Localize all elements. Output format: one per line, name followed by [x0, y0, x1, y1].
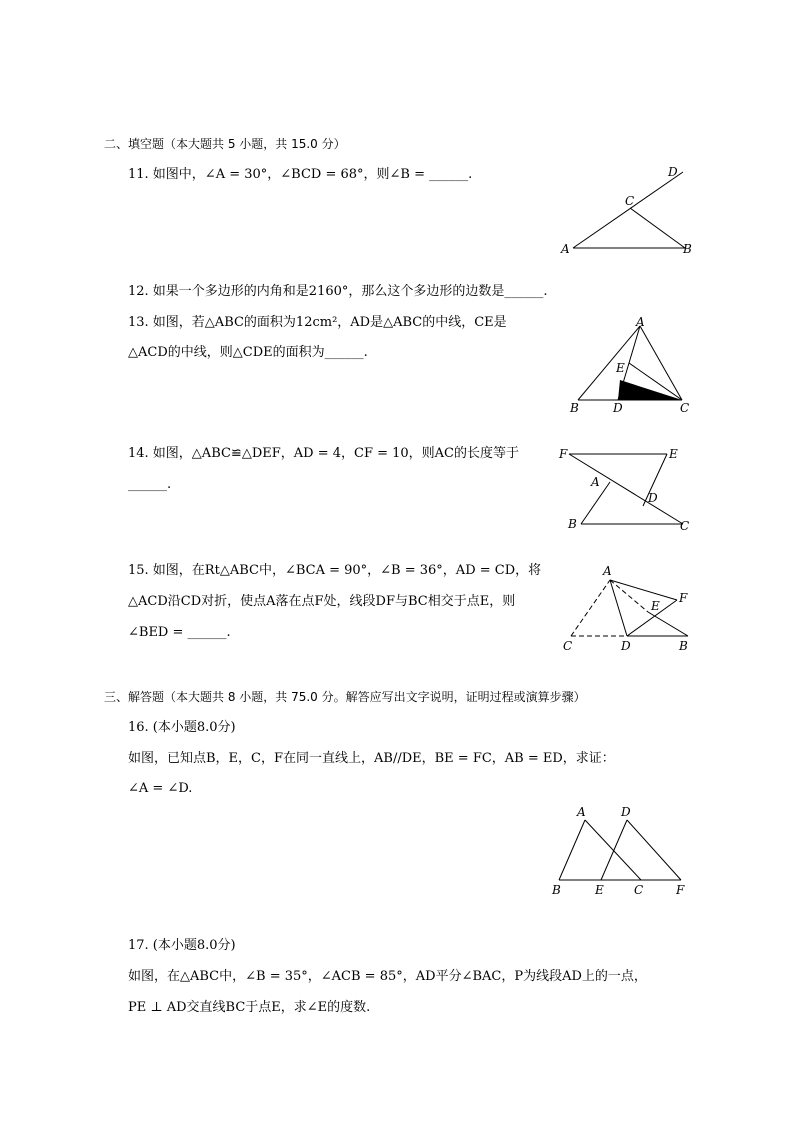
q14-congruent-triangles-figure	[555, 440, 700, 535]
question-11-text: 11. 如图中，∠A = 30°，∠BCD = 68°，则∠B = ______.	[128, 167, 473, 182]
q15-label-a: A	[603, 564, 612, 578]
q15-label-d: D	[621, 639, 631, 653]
q15-label-c: C	[563, 639, 573, 653]
section-heading-solutions: 三、解答题（本大题共 8 小题，共 75.0 分。解答应写出文字说明，证明过程或演算步骤）	[104, 690, 586, 704]
q16-label-b: B	[552, 883, 561, 897]
q16-label-d: D	[621, 805, 631, 819]
question-14-line1: 14. 如图，△ABC≌△DEF，AD = 4，CF = 10，则AC的长度等于	[128, 446, 519, 461]
q13-label-c: C	[680, 401, 690, 415]
q14-label-a: A	[591, 475, 600, 489]
q11-label-c: C	[625, 194, 635, 208]
q16-label-a: A	[577, 805, 586, 819]
q14-label-f: F	[559, 447, 568, 461]
q13-label-d: D	[613, 401, 623, 415]
question-16-line2: ∠A = ∠D.	[128, 781, 193, 796]
q13-label-a: A	[636, 315, 645, 329]
q15-fold-figure	[555, 560, 700, 655]
q11-label-b: B	[683, 242, 692, 256]
question-16-head: 16. (本小题8.0分)	[128, 720, 236, 735]
q11-label-d: D	[668, 165, 678, 179]
q13-label-b: B	[570, 401, 579, 415]
q14-label-c: C	[680, 519, 690, 533]
q16-two-triangles-figure	[545, 800, 695, 900]
question-14-line2: ______.	[128, 477, 172, 492]
question-15-line1: 15. 如图，在Rt△ABC中，∠BCA = 90°，∠B = 36°，AD = CD，将	[128, 563, 542, 578]
q15-label-f: F	[679, 591, 688, 605]
q16-label-c: C	[634, 883, 644, 897]
q15-label-b: B	[679, 639, 688, 653]
question-12-text: 12. 如果一个多边形的内角和是2160°，那么这个多边形的边数是______.	[128, 284, 548, 299]
question-13-line1: 13. 如图，若△ABC的面积为12cm²，AD是△ABC的中线，CE是	[128, 315, 507, 330]
q16-label-e: E	[595, 883, 604, 897]
question-16-line1: 如图，已知点B，E，C，F在同一直线上，AB//DE，BE = FC，AB = ED，求证：	[128, 751, 615, 766]
question-17-line1: 如图，在△ABC中，∠B = 35°，∠ACB = 85°，AD平分∠BAC，P为线段AD上的一点，	[128, 969, 647, 984]
question-15-line3: ∠BED = ______.	[128, 625, 231, 640]
q16-label-f: F	[676, 883, 685, 897]
q14-label-b: B	[568, 517, 577, 531]
section-heading-fill-in: 二、填空题（本大题共 5 小题，共 15.0 分）	[104, 137, 346, 151]
q14-label-d: D	[648, 491, 658, 505]
q11-label-a: A	[561, 242, 570, 256]
q14-label-e: E	[669, 447, 678, 461]
q13-triangle-figure	[560, 310, 700, 420]
question-17-head: 17. (本小题8.0分)	[128, 938, 236, 953]
question-17-line2: PE ⊥ AD交直线BC于点E，求∠E的度数.	[128, 1000, 371, 1015]
q15-label-e: E	[651, 599, 660, 613]
q11-triangle-figure	[555, 160, 700, 260]
question-15-line2: △ACD沿CD对折，使点A落在点F处，线段DF与BC相交于点E，则	[128, 594, 516, 609]
question-13-line2: △ACD的中线，则△CDE的面积为______.	[128, 345, 368, 360]
q13-label-e: E	[616, 361, 625, 375]
